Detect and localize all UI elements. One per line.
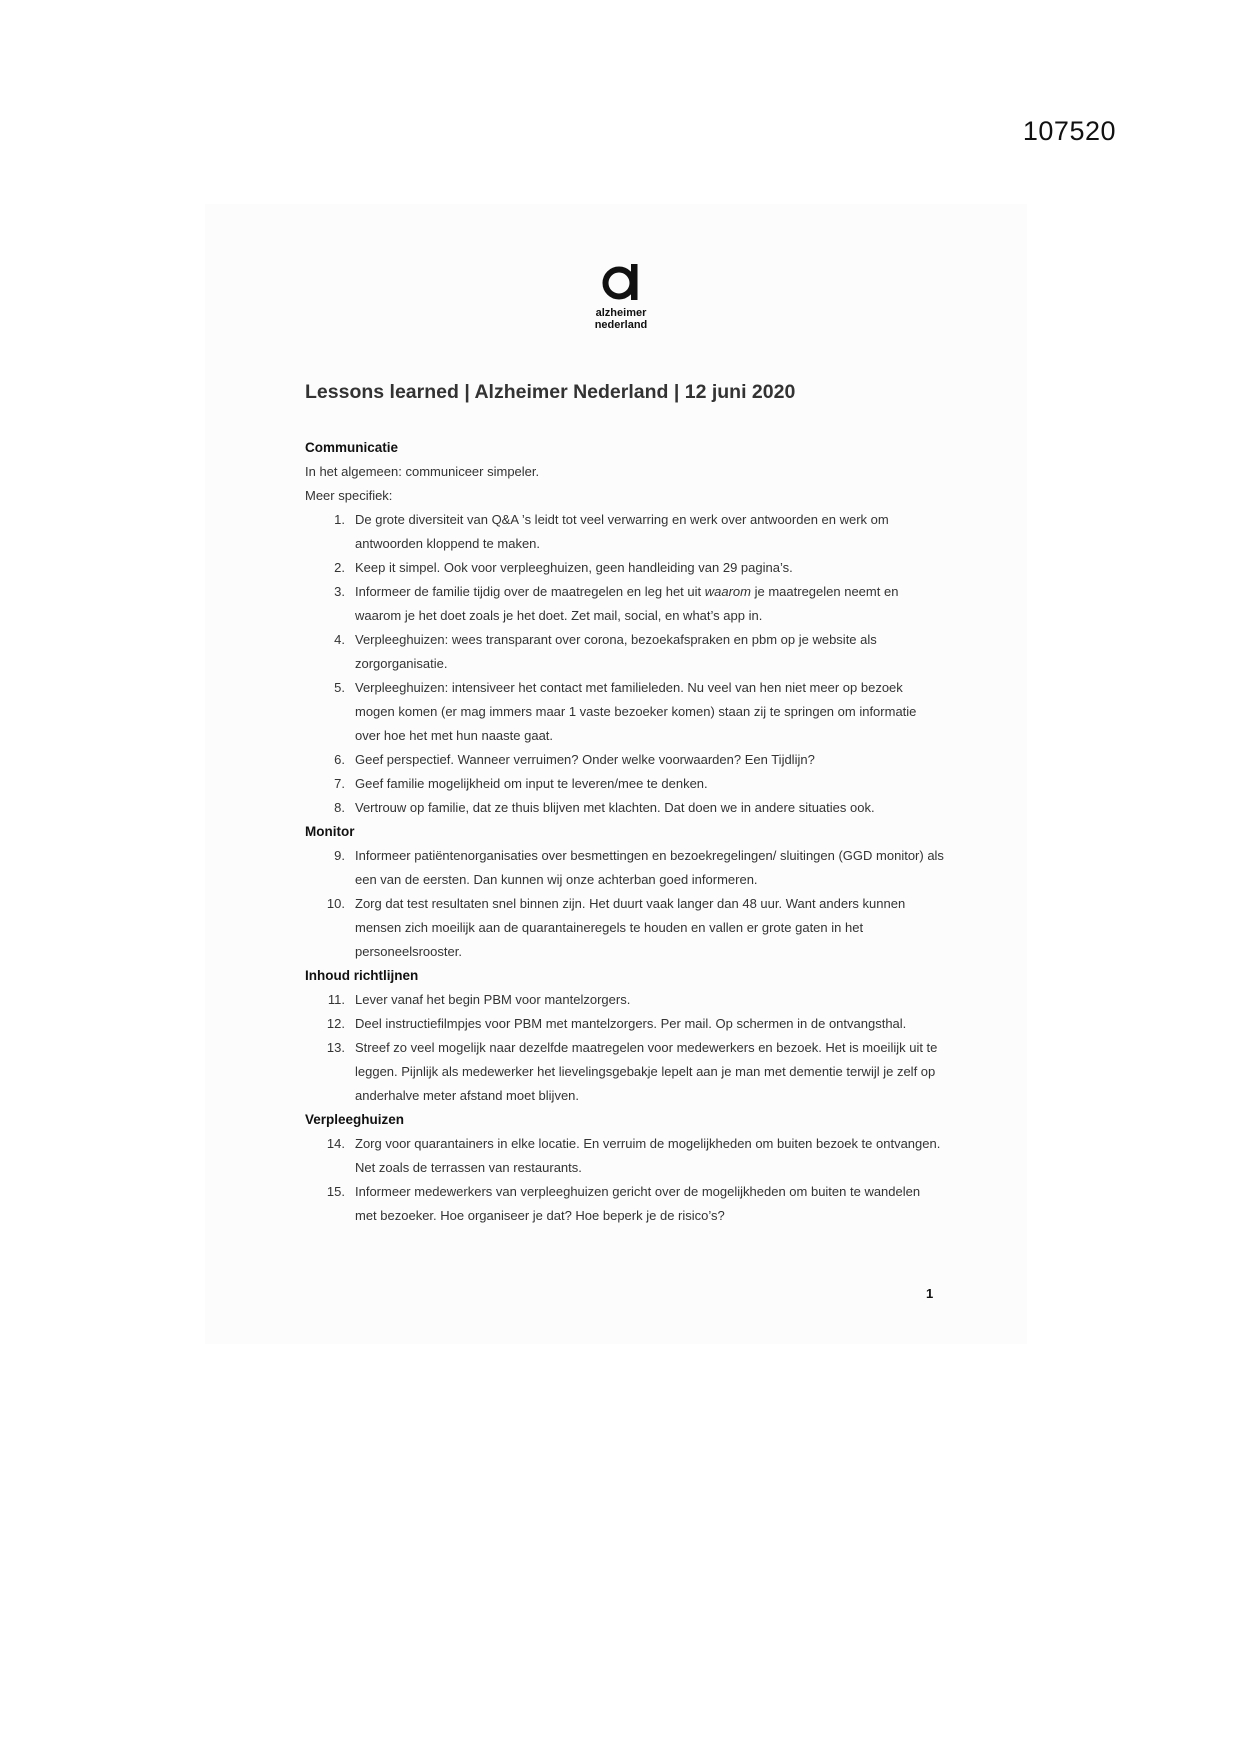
list-text: Verpleeghuizen: wees transparant over corona, bezoekafspraken en pbm op je website als zorgorganisatie. bbox=[355, 632, 877, 671]
list-number: 8. bbox=[334, 800, 345, 815]
list-item bbox=[305, 1180, 945, 1228]
list-number: 4. bbox=[334, 632, 345, 647]
list-item bbox=[305, 772, 945, 796]
list-number: 6. bbox=[334, 752, 345, 767]
list-item bbox=[305, 508, 945, 556]
list-number: 7. bbox=[334, 776, 345, 791]
list-text: Geef perspectief. Wanneer verruimen? Onder welke voorwaarden? Een Tijdlijn? bbox=[355, 752, 815, 767]
list-text: Geef familie mogelijkheid om input te leveren/mee te denken. bbox=[355, 776, 708, 791]
letter-a-logo-icon bbox=[602, 262, 640, 302]
list-item bbox=[305, 1132, 945, 1180]
list-number: 5. bbox=[334, 680, 345, 695]
emphasis-text: waarom bbox=[704, 584, 751, 599]
list-item bbox=[305, 844, 945, 892]
list-number: 14. bbox=[326, 1136, 345, 1151]
list-item bbox=[305, 556, 945, 580]
list-number: 12. bbox=[326, 1016, 345, 1031]
intro-line: In het algemeen: communiceer simpeler. bbox=[305, 464, 540, 479]
list-item bbox=[305, 1012, 945, 1036]
list-number: 9. bbox=[334, 848, 345, 863]
list-number: 10. bbox=[326, 896, 345, 911]
list-number: 13. bbox=[326, 1040, 345, 1055]
list-item bbox=[305, 892, 945, 964]
document-id: 107520 bbox=[1022, 116, 1116, 146]
page-number: 1 bbox=[926, 1286, 934, 1301]
list-text: Informeer patiëntenorganisaties over besmettingen en bezoekregelingen/ sluitingen (GGD monitor) als een van de eersten. Dan kunnen wij onze achterban goed informeren. bbox=[355, 848, 944, 887]
alzheimer-nederland-logo bbox=[588, 262, 654, 331]
list-item bbox=[305, 796, 945, 820]
section-heading-richtlijnen: Inhoud richtlijnen bbox=[305, 968, 419, 983]
list-text: Deel instructiefilmpjes voor PBM met mantelzorgers. Per mail. Op schermen in de ontvangsthal. bbox=[355, 1016, 907, 1031]
list-number: 2. bbox=[334, 560, 345, 575]
list-item bbox=[305, 1036, 945, 1108]
list-text: Verpleeghuizen: intensiveer het contact met familieleden. Nu veel van hen niet meer op bezoek mogen komen (er mag immers maar 1 vaste bezoeker komen) staan zij te springen om informatie over hoe het met hun naaste gaat. bbox=[355, 680, 917, 743]
page-title: Lessons learned | Alzheimer Nederland | 12 juni 2020 bbox=[305, 381, 796, 403]
logo-text-line1: alzheimer bbox=[595, 307, 647, 319]
list-number: 15. bbox=[326, 1184, 345, 1199]
list-text: Keep it simpel. Ook voor verpleeghuizen, geen handleiding van 29 pagina’s. bbox=[355, 560, 793, 575]
section-heading-monitor: Monitor bbox=[305, 824, 355, 839]
list-item bbox=[305, 580, 945, 628]
list-text-part: je maatregelen neemt en waarom je het doet zoals je het doet. Zet mail, social, en what’s app in. bbox=[355, 584, 899, 623]
list-text: Informeer medewerkers van verpleeghuizen gericht over de mogelijkheden om buiten te wandelen met bezoeker. Hoe organiseer je dat? Hoe beperk je de risico’s? bbox=[355, 1184, 921, 1223]
list-text: Lever vanaf het begin PBM voor mantelzorgers. bbox=[355, 992, 631, 1007]
intro-line: Meer specifiek: bbox=[305, 488, 393, 503]
list-text bbox=[355, 580, 945, 628]
list-text: Zorg voor quarantainers in elke locatie. En verruim de mogelijkheden om buiten bezoek te ontvangen. Net zoals de terrassen van restaurants. bbox=[355, 1136, 941, 1175]
list-text: Streef zo veel mogelijk naar dezelfde maatregelen voor medewerkers en bezoek. Het is moeilijk uit te leggen. Pijnlijk als medewerker het lievelingsgebakje lepelt aan je man met dementie terwijl je zelf op anderhalve meter afstand moet blijven. bbox=[355, 1040, 938, 1103]
list-item bbox=[305, 676, 945, 748]
list-text: Vertrouw op familie, dat ze thuis blijven met klachten. Dat doen we in andere situaties ook. bbox=[355, 800, 875, 815]
list-number: 3. bbox=[334, 584, 345, 599]
logo-text-line2: nederland bbox=[594, 319, 648, 331]
list-text: De grote diversiteit van Q&A ’s leidt tot veel verwarring en werk over antwoorden en werk om antwoorden kloppend te maken. bbox=[355, 512, 889, 551]
section-heading-communicatie: Communicatie bbox=[305, 440, 399, 455]
list-number: 11. bbox=[327, 992, 345, 1007]
list-number: 1. bbox=[334, 512, 345, 527]
list-text-part: Informeer de familie tijdig over de maatregelen en leg het uit bbox=[355, 584, 705, 599]
list-item bbox=[305, 988, 945, 1012]
list-item bbox=[305, 748, 945, 772]
list-item bbox=[305, 628, 945, 676]
section-heading-verpleeghuizen: Verpleeghuizen bbox=[305, 1112, 405, 1127]
list-text: Zorg dat test resultaten snel binnen zijn. Het duurt vaak langer dan 48 uur. Want anders kunnen mensen zich moeilijk aan de quarantaineregels te houden en vallen er grote gaten in het personeelsrooster. bbox=[355, 896, 906, 959]
document-body bbox=[305, 436, 945, 1228]
